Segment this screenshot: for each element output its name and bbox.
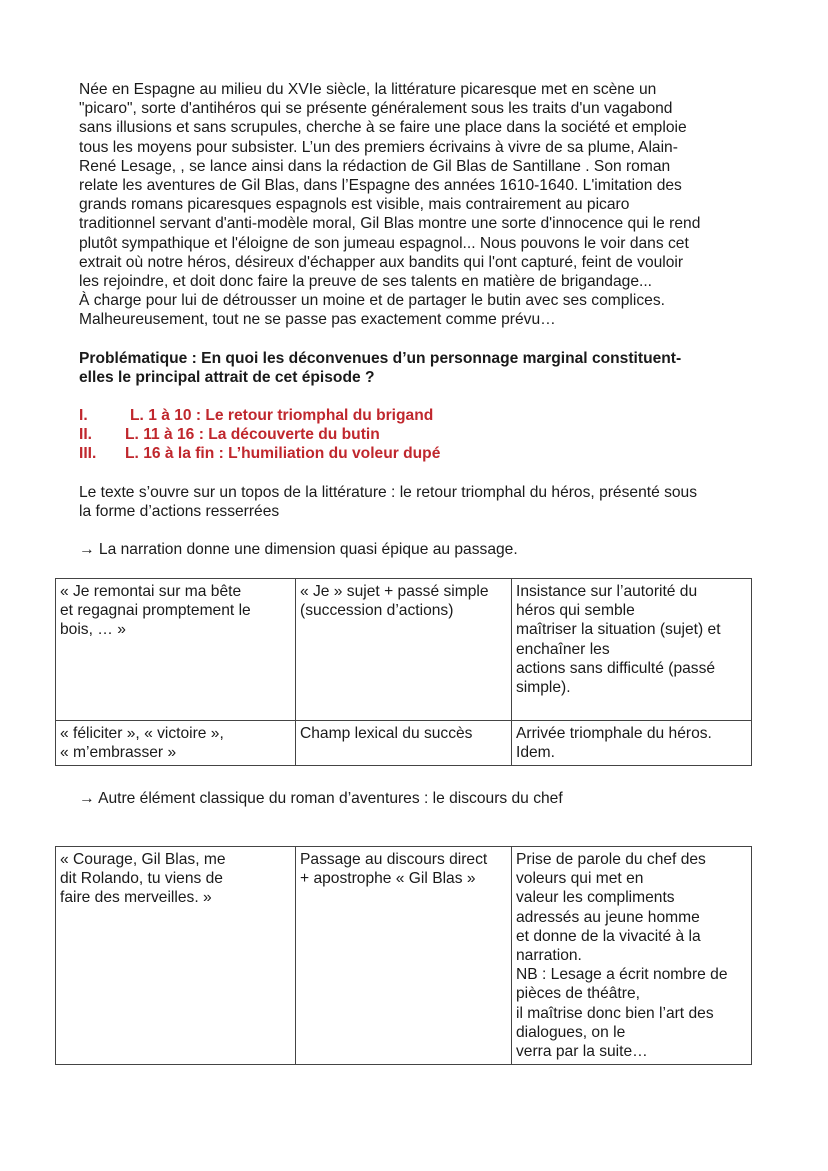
- intro-line: les rejoindre, et doit donc faire la preuve de ses talents en matière de brigandage...: [79, 273, 652, 291]
- table-row: [56, 721, 752, 766]
- cell-line: Insistance sur l’autorité du: [516, 583, 698, 600]
- cell-line: « Je remontai sur ma bête: [60, 583, 242, 600]
- cell-line: « Je » sujet + passé simple: [300, 583, 489, 600]
- cell-line: « m’embrasser »: [60, 744, 177, 762]
- cell-line: narration.: [516, 947, 582, 965]
- problematique-line: elles le principal attrait de cet épisode ?: [79, 369, 375, 387]
- intro-line: Née en Espagne au milieu du XVIe siècle, la littérature picaresque met en scène un: [79, 81, 657, 98]
- interpretation-cell: [512, 721, 752, 766]
- intro-line: traditionnel servant d'anti-modèle moral, Gil Blas montre une sorte d'innocence qui le rend: [79, 215, 701, 233]
- cell-line: faire des merveilles. »: [60, 889, 212, 907]
- cell-line: Idem.: [516, 744, 555, 762]
- cell-line: NB : Lesage a écrit nombre de: [516, 966, 728, 984]
- cell-line: enchaîner les: [516, 640, 610, 658]
- interpretation-cell: [512, 579, 752, 721]
- procede-cell: [296, 721, 512, 766]
- intro-line: relate les aventures de Gil Blas, dans l’Espagne des années 1610-1640. L'imitation des: [79, 177, 682, 195]
- quote-cell: [56, 579, 296, 721]
- intro-line: René Lesage, , se lance ainsi dans la rédaction de Gil Blas de Santillane . Son roman: [79, 157, 671, 175]
- plan-text: L. 11 à 16 : La découverte du butin: [125, 426, 380, 444]
- section2-arrow-note: → Autre élément classique du roman d’aventures : le discours du chef: [79, 790, 563, 807]
- cell-line: pièces de théâtre,: [516, 985, 640, 1003]
- plan-item: [79, 425, 759, 444]
- cell-line: maîtriser la situation (sujet) et: [516, 621, 721, 639]
- plan-number: II.: [79, 426, 92, 444]
- cell-line: simple).: [516, 679, 571, 697]
- cell-line: Arrivée triomphale du héros.: [516, 725, 712, 742]
- quote-cell: [56, 847, 296, 1065]
- opening-paragraph: [79, 483, 769, 521]
- opening-line: la forme d’actions resserrées: [79, 503, 280, 521]
- plan-item: [79, 444, 759, 463]
- analysis-table-2: [55, 846, 752, 1065]
- intro-line: Malheureusement, tout ne se passe pas exactement comme prévu…: [79, 311, 556, 329]
- table-row: [56, 579, 752, 721]
- intro-line: extrait où notre héros, désireux d'échapper aux bandits qui l'ont capturé, feint de vouloir: [79, 253, 684, 271]
- procede-cell: [296, 579, 512, 721]
- intro-line: À charge pour lui de détrousser un moine et de partager le butin avec ses complices.: [79, 292, 665, 310]
- analysis-table-1: [55, 578, 752, 766]
- cell-line: « féliciter », « victoire »,: [60, 725, 224, 742]
- cell-line: + apostrophe « Gil Blas »: [300, 870, 476, 888]
- cell-line: Passage au discours direct: [300, 851, 488, 868]
- cell-line: voleurs qui met en: [516, 870, 644, 888]
- cell-line: Champ lexical du succès: [300, 725, 473, 742]
- intro-paragraph: [79, 80, 759, 330]
- cell-line: verra par la suite…: [516, 1043, 648, 1061]
- problematique-line: Problématique : En quoi les déconvenues d’un personnage marginal constituent-: [79, 350, 682, 367]
- plan-list: [79, 406, 759, 464]
- cell-line: dialogues, on le: [516, 1023, 626, 1041]
- cell-line: actions sans difficulté (passé: [516, 659, 716, 677]
- intro-line: tous les moyens pour subsister. L’un des premiers écrivains à vivre de sa plume, Alain-: [79, 138, 678, 156]
- cell-line: (succession d’actions): [300, 602, 454, 620]
- plan-number: III.: [79, 445, 97, 463]
- cell-line: héros qui semble: [516, 602, 635, 620]
- cell-line: et donne de la vivacité à la: [516, 927, 701, 945]
- cell-line: et regagnai promptement le: [60, 602, 251, 620]
- plan-text: L. 16 à la fin : L’humiliation du voleur dupé: [125, 445, 441, 463]
- intro-line: sans illusions et sans scrupules, cherche à se faire une place dans la société et emploie: [79, 119, 687, 137]
- plan-text: L. 1 à 10 : Le retour triomphal du brigand: [130, 407, 434, 424]
- cell-line: valeur les compliments: [516, 889, 675, 907]
- procede-cell: [296, 847, 512, 1065]
- intro-line: grands romans picaresques espagnols est visible, mais contrairement au picaro: [79, 196, 630, 214]
- cell-line: dit Rolando, tu viens de: [60, 870, 223, 888]
- plan-item: [79, 406, 759, 425]
- cell-line: bois, … »: [60, 621, 126, 639]
- interpretation-cell: [512, 847, 752, 1065]
- intro-line: plutôt sympathique et l'éloigne de son jumeau espagnol... Nous pouvons le voir dans cet: [79, 234, 689, 252]
- plan-number: I.: [79, 407, 88, 424]
- cell-line: adressés au jeune homme: [516, 908, 700, 926]
- problematique: [79, 349, 759, 387]
- opening-line: Le texte s’ouvre sur un topos de la littérature : le retour triomphal du héros, présenté sous: [79, 484, 698, 501]
- intro-line: "picaro", sorte d'antihéros qui se présente généralement sous les traits d'un vagabond: [79, 100, 673, 118]
- cell-line: « Courage, Gil Blas, me: [60, 851, 226, 868]
- table-row: [56, 847, 752, 1065]
- cell-line: il maîtrise donc bien l’art des: [516, 1004, 714, 1022]
- quote-cell: [56, 721, 296, 766]
- section1-arrow-note: → La narration donne une dimension quasi épique au passage.: [79, 541, 518, 558]
- cell-line: Prise de parole du chef des: [516, 851, 706, 868]
